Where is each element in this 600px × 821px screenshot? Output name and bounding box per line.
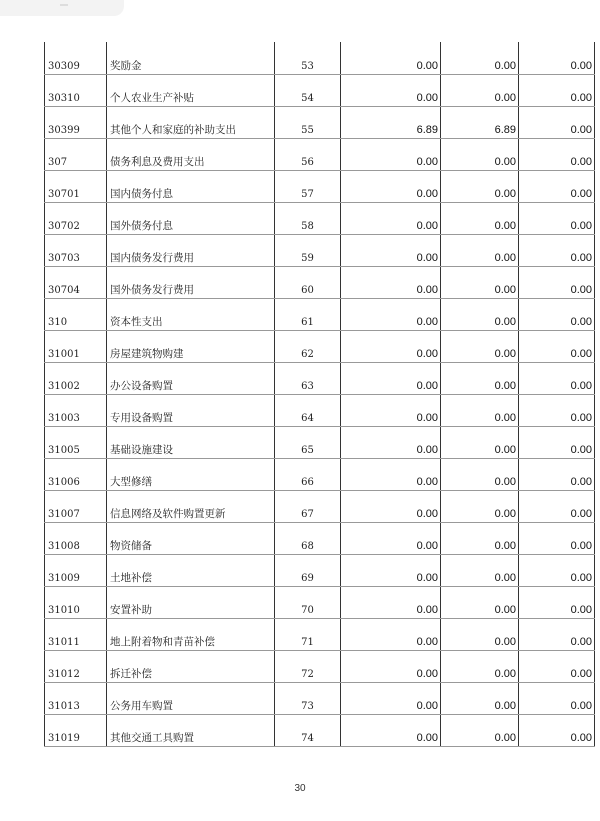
amount-total-cell: 0.00 — [341, 650, 441, 682]
item-name-cell: 奖励金 — [107, 42, 275, 74]
code-cell: 30310 — [45, 74, 107, 106]
item-name-cell: 安置补助 — [107, 586, 275, 618]
amount-basic-cell: 0.00 — [441, 138, 519, 170]
item-name-cell: 公务用车购置 — [107, 682, 275, 714]
top-tab-fragment — [0, 0, 124, 16]
amount-basic-cell: 0.00 — [441, 618, 519, 650]
code-cell: 307 — [45, 138, 107, 170]
table-row — [45, 106, 595, 138]
table-row — [45, 458, 595, 490]
table-row — [45, 618, 595, 650]
amount-project-cell: 0.00 — [519, 586, 595, 618]
table-row — [45, 650, 595, 682]
amount-project-cell: 0.00 — [519, 234, 595, 266]
line-number-cell: 72 — [275, 650, 341, 682]
item-name-cell: 国外债务付息 — [107, 202, 275, 234]
amount-total-cell: 0.00 — [341, 394, 441, 426]
table-row — [45, 586, 595, 618]
item-name-cell: 个人农业生产补贴 — [107, 74, 275, 106]
table-body — [45, 42, 595, 746]
amount-project-cell: 0.00 — [519, 106, 595, 138]
amount-basic-cell: 0.00 — [441, 394, 519, 426]
amount-total-cell: 0.00 — [341, 522, 441, 554]
amount-basic-cell: 6.89 — [441, 106, 519, 138]
line-number-cell: 65 — [275, 426, 341, 458]
amount-basic-cell: 0.00 — [441, 650, 519, 682]
amount-basic-cell: 0.00 — [441, 554, 519, 586]
amount-total-cell: 6.89 — [341, 106, 441, 138]
table-row — [45, 202, 595, 234]
amount-project-cell: 0.00 — [519, 618, 595, 650]
table-row — [45, 522, 595, 554]
code-cell: 31008 — [45, 522, 107, 554]
code-cell: 30701 — [45, 170, 107, 202]
amount-project-cell: 0.00 — [519, 42, 595, 74]
code-cell: 31010 — [45, 586, 107, 618]
amount-total-cell: 0.00 — [341, 362, 441, 394]
code-cell: 31009 — [45, 554, 107, 586]
amount-project-cell: 0.00 — [519, 458, 595, 490]
code-cell: 31006 — [45, 458, 107, 490]
amount-total-cell: 0.00 — [341, 330, 441, 362]
amount-project-cell: 0.00 — [519, 426, 595, 458]
line-number-cell: 68 — [275, 522, 341, 554]
line-number-cell: 54 — [275, 74, 341, 106]
line-number-cell: 58 — [275, 202, 341, 234]
amount-project-cell: 0.00 — [519, 138, 595, 170]
code-cell: 31012 — [45, 650, 107, 682]
amount-basic-cell: 0.00 — [441, 522, 519, 554]
code-cell: 31005 — [45, 426, 107, 458]
tab-mark — [60, 4, 68, 6]
line-number-cell: 71 — [275, 618, 341, 650]
item-name-cell: 专用设备购置 — [107, 394, 275, 426]
amount-project-cell: 0.00 — [519, 362, 595, 394]
item-name-cell: 大型修缮 — [107, 458, 275, 490]
table-row — [45, 266, 595, 298]
amount-basic-cell: 0.00 — [441, 586, 519, 618]
amount-basic-cell: 0.00 — [441, 234, 519, 266]
amount-project-cell: 0.00 — [519, 202, 595, 234]
table-row — [45, 682, 595, 714]
amount-project-cell: 0.00 — [519, 682, 595, 714]
amount-basic-cell: 0.00 — [441, 298, 519, 330]
line-number-cell: 67 — [275, 490, 341, 522]
line-number-cell: 70 — [275, 586, 341, 618]
line-number-cell: 55 — [275, 106, 341, 138]
amount-project-cell: 0.00 — [519, 394, 595, 426]
table-row — [45, 234, 595, 266]
amount-basic-cell: 0.00 — [441, 714, 519, 746]
code-cell: 31003 — [45, 394, 107, 426]
table-row — [45, 714, 595, 746]
line-number-cell: 63 — [275, 362, 341, 394]
item-name-cell: 土地补偿 — [107, 554, 275, 586]
amount-project-cell: 0.00 — [519, 490, 595, 522]
amount-total-cell: 0.00 — [341, 682, 441, 714]
item-name-cell: 资本性支出 — [107, 298, 275, 330]
table-row — [45, 490, 595, 522]
item-name-cell: 基础设施建设 — [107, 426, 275, 458]
code-cell: 30703 — [45, 234, 107, 266]
code-cell: 310 — [45, 298, 107, 330]
amount-total-cell: 0.00 — [341, 714, 441, 746]
line-number-cell: 61 — [275, 298, 341, 330]
code-cell: 31019 — [45, 714, 107, 746]
amount-project-cell: 0.00 — [519, 266, 595, 298]
item-name-cell: 其他交通工具购置 — [107, 714, 275, 746]
item-name-cell: 办公设备购置 — [107, 362, 275, 394]
item-name-cell: 债务利息及费用支出 — [107, 138, 275, 170]
amount-total-cell: 0.00 — [341, 234, 441, 266]
line-number-cell: 53 — [275, 42, 341, 74]
line-number-cell: 56 — [275, 138, 341, 170]
amount-total-cell: 0.00 — [341, 618, 441, 650]
amount-project-cell: 0.00 — [519, 650, 595, 682]
amount-project-cell: 0.00 — [519, 170, 595, 202]
code-cell: 31001 — [45, 330, 107, 362]
code-cell: 31007 — [45, 490, 107, 522]
item-name-cell: 信息网络及软件购置更新 — [107, 490, 275, 522]
table-row — [45, 426, 595, 458]
amount-basic-cell: 0.00 — [441, 266, 519, 298]
expenditure-table — [44, 42, 595, 747]
amount-basic-cell: 0.00 — [441, 490, 519, 522]
amount-total-cell: 0.00 — [341, 74, 441, 106]
line-number-cell: 66 — [275, 458, 341, 490]
code-cell: 30702 — [45, 202, 107, 234]
amount-basic-cell: 0.00 — [441, 426, 519, 458]
amount-total-cell: 0.00 — [341, 426, 441, 458]
amount-project-cell: 0.00 — [519, 714, 595, 746]
code-cell: 31011 — [45, 618, 107, 650]
amount-total-cell: 0.00 — [341, 458, 441, 490]
line-number-cell: 57 — [275, 170, 341, 202]
item-name-cell: 地上附着物和青苗补偿 — [107, 618, 275, 650]
table-row — [45, 330, 595, 362]
table-row — [45, 298, 595, 330]
table-row — [45, 170, 595, 202]
amount-basic-cell: 0.00 — [441, 202, 519, 234]
amount-basic-cell: 0.00 — [441, 74, 519, 106]
code-cell: 30399 — [45, 106, 107, 138]
line-number-cell: 69 — [275, 554, 341, 586]
line-number-cell: 60 — [275, 266, 341, 298]
item-name-cell: 物资储备 — [107, 522, 275, 554]
amount-project-cell: 0.00 — [519, 522, 595, 554]
amount-total-cell: 0.00 — [341, 170, 441, 202]
item-name-cell: 国内债务发行费用 — [107, 234, 275, 266]
item-name-cell: 国外债务发行费用 — [107, 266, 275, 298]
code-cell: 30704 — [45, 266, 107, 298]
code-cell: 30309 — [45, 42, 107, 74]
amount-project-cell: 0.00 — [519, 554, 595, 586]
amount-project-cell: 0.00 — [519, 74, 595, 106]
item-name-cell: 房屋建筑物购建 — [107, 330, 275, 362]
item-name-cell: 国内债务付息 — [107, 170, 275, 202]
amount-total-cell: 0.00 — [341, 266, 441, 298]
amount-project-cell: 0.00 — [519, 298, 595, 330]
table-row — [45, 138, 595, 170]
amount-basic-cell: 0.00 — [441, 42, 519, 74]
amount-total-cell: 0.00 — [341, 586, 441, 618]
amount-total-cell: 0.00 — [341, 42, 441, 74]
amount-total-cell: 0.00 — [341, 138, 441, 170]
line-number-cell: 62 — [275, 330, 341, 362]
amount-basic-cell: 0.00 — [441, 330, 519, 362]
line-number-cell: 74 — [275, 714, 341, 746]
table-row — [45, 394, 595, 426]
line-number-cell: 64 — [275, 394, 341, 426]
item-name-cell: 拆迁补偿 — [107, 650, 275, 682]
item-name-cell: 其他个人和家庭的补助支出 — [107, 106, 275, 138]
amount-total-cell: 0.00 — [341, 490, 441, 522]
table-row — [45, 74, 595, 106]
line-number-cell: 73 — [275, 682, 341, 714]
amount-total-cell: 0.00 — [341, 202, 441, 234]
amount-basic-cell: 0.00 — [441, 682, 519, 714]
amount-basic-cell: 0.00 — [441, 170, 519, 202]
table-row — [45, 42, 595, 74]
line-number-cell: 59 — [275, 234, 341, 266]
amount-total-cell: 0.00 — [341, 554, 441, 586]
table-row — [45, 362, 595, 394]
code-cell: 31002 — [45, 362, 107, 394]
amount-project-cell: 0.00 — [519, 330, 595, 362]
amount-basic-cell: 0.00 — [441, 458, 519, 490]
code-cell: 31013 — [45, 682, 107, 714]
amount-basic-cell: 0.00 — [441, 362, 519, 394]
amount-total-cell: 0.00 — [341, 298, 441, 330]
page-number: 30 — [294, 783, 306, 794]
table-row — [45, 554, 595, 586]
